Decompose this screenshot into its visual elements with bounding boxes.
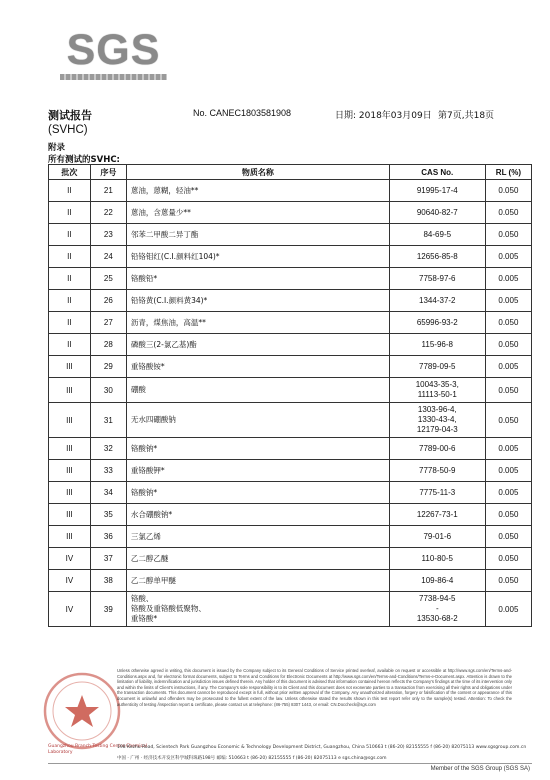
substance-name-line: 铬酸及重铬酸低聚物、 <box>130 604 206 613</box>
cell-rl: 0.050 <box>485 526 531 548</box>
cell-batch: II <box>49 334 91 356</box>
cell-batch: IV <box>49 548 91 570</box>
substance-name-line: 乙二醇乙醚 <box>130 553 169 563</box>
cas-number-line: 12179-04-3 <box>416 425 458 434</box>
table-row <box>49 290 532 312</box>
table-row <box>49 482 532 504</box>
cell-rl: 0.050 <box>485 224 531 246</box>
table-row <box>49 548 532 570</box>
substance-name-line: 铬酸、 <box>130 594 154 603</box>
cell-rl: 0.050 <box>485 504 531 526</box>
cell-substance-name <box>126 224 389 246</box>
cell-rl: 0.050 <box>485 312 531 334</box>
cell-cas <box>389 268 485 290</box>
cell-rl: 0.005 <box>485 246 531 268</box>
cas-number-line: 12267-73-1 <box>416 509 458 519</box>
cell-cas <box>389 202 485 224</box>
cell-cas <box>389 526 485 548</box>
table-row <box>49 246 532 268</box>
cell-batch: III <box>49 438 91 460</box>
cell-rl: 0.050 <box>485 570 531 592</box>
substance-name-line: 铬酸铅* <box>130 273 158 283</box>
cas-number-line: 84-69-5 <box>423 229 452 239</box>
cas-number-line: 110-80-5 <box>421 553 453 563</box>
cas-number-line: 115-96-8 <box>421 339 453 349</box>
cell-batch: II <box>49 312 91 334</box>
cas-number-line: 7738-94-5 <box>419 594 456 603</box>
cell-cas <box>389 570 485 592</box>
table-row <box>49 592 532 627</box>
cell-rl: 0.005 <box>485 482 531 504</box>
cell-cas <box>389 312 485 334</box>
disclaimer-text: Unless otherwise agreed in writing, this document is issued by the Company subject to its General Conditions of Service printed overleaf, available on request or accessible at http://www.sgs.com/en/Terms-and-Conditions.aspx and, for electronic format documents, subject to Terms and Conditions for Electronic Documents at http://www.sgs.com/en/Terms-and-Conditions/Terms-e-Document.aspx. Attention is drawn to the limitation of liability, indemnification and jurisdiction issues defined therein. Any holder of this document is advised that information contained hereon reflects the Company's findings at the time of its intervention only and within the limits of Client's instructions, if any. The Company's sole responsibility is to its Client and this document does not exonerate parties to a transaction from exercising all their rights and obligations under the transaction documents. This document cannot be reproduced except in full, without prior written approval of the Company. Any unauthorized alteration, forgery or falsification of the content or appearance of this document is unlawful and offenders may be prosecuted to the fullest extent of the law. Unless otherwise stated the results shown in this test report refer only to the sample(s) tested. <box>117 668 512 701</box>
cell-rl: 0.050 <box>485 180 531 202</box>
cell-cas <box>389 460 485 482</box>
header-substance-name: 物质名称 <box>126 165 389 180</box>
legal-disclaimer <box>117 668 512 707</box>
cell-seq: 35 <box>90 504 126 526</box>
cas-number-line: 109-86-4 <box>421 575 454 585</box>
cell-substance-name <box>126 246 389 268</box>
cell-cas <box>389 290 485 312</box>
cell-cas <box>389 224 485 246</box>
report-title: 测试报告 <box>48 109 92 122</box>
cas-number-line: 10043-35-3, <box>415 380 459 389</box>
table-row <box>49 570 532 592</box>
cell-rl: 0.005 <box>485 356 531 378</box>
substance-name-line: 铅铬钼红(C.I.颜料红104)* <box>130 251 220 261</box>
table-row <box>49 526 532 548</box>
cas-number-line: 7789-00-6 <box>419 443 456 453</box>
table-row <box>49 438 532 460</box>
substance-name-line: 重铬酸钾* <box>130 465 165 475</box>
cell-seq: 36 <box>90 526 126 548</box>
cell-substance-name <box>126 526 389 548</box>
cell-seq: 29 <box>90 356 126 378</box>
table-row <box>49 202 532 224</box>
substance-name-line: 磷酸三(2-氯乙基)酯 <box>130 339 197 349</box>
cell-seq: 23 <box>90 224 126 246</box>
cell-cas <box>389 438 485 460</box>
cell-rl: 0.050 <box>485 403 531 438</box>
cas-number-line: 12656-85-8 <box>416 251 458 261</box>
cell-rl: 0.005 <box>485 268 531 290</box>
substance-name-line: 三氯乙烯 <box>130 531 161 541</box>
cell-batch: II <box>49 246 91 268</box>
cell-batch: III <box>49 482 91 504</box>
cas-number-line: 7775-11-3 <box>419 487 456 497</box>
cell-seq: 22 <box>90 202 126 224</box>
cell-substance-name <box>126 356 389 378</box>
table-row <box>49 378 532 403</box>
cas-number-line: 65996-93-2 <box>416 317 458 327</box>
cell-seq: 26 <box>90 290 126 312</box>
cell-rl: 0.005 <box>485 290 531 312</box>
cell-substance-name <box>126 202 389 224</box>
table-header-row <box>49 165 532 180</box>
substance-name-line: 邻苯二甲酸二异丁酯 <box>130 229 199 239</box>
sgs-logo-text: SGS <box>66 26 161 74</box>
cell-substance-name <box>126 504 389 526</box>
cell-seq: 31 <box>90 403 126 438</box>
cell-batch: III <box>49 460 91 482</box>
cell-batch: II <box>49 268 91 290</box>
substance-name-line: 乙二醇单甲醚 <box>130 575 176 585</box>
cell-seq: 21 <box>90 180 126 202</box>
company-seal <box>42 671 122 751</box>
cell-substance-name <box>126 312 389 334</box>
cell-substance-name <box>126 403 389 438</box>
cell-batch: III <box>49 378 91 403</box>
cell-rl: 0.050 <box>485 202 531 224</box>
cell-substance-name <box>126 460 389 482</box>
cell-substance-name <box>126 548 389 570</box>
seal-star-icon <box>65 695 99 727</box>
address-english: 198 Kezhu Road, Scientech Park Guangzhou Economic & Technology Development District, Guangzhou, China 510663 t (86-20) 82155555 f (86-20) 82075113 www.sgsgroup.com.cn <box>117 745 527 750</box>
substance-name-line: 硼酸 <box>130 385 146 394</box>
report-date: 日期: 2018年03月09日 <box>335 111 432 121</box>
header-cas: CAS No. <box>389 165 485 180</box>
cell-batch: IV <box>49 592 91 627</box>
substance-name-line: 水合硼酸钠* <box>130 509 173 519</box>
seal-graphic <box>42 671 122 751</box>
cell-seq: 32 <box>90 438 126 460</box>
cell-rl: 0.005 <box>485 438 531 460</box>
cell-substance-name <box>126 334 389 356</box>
cell-rl: 0.050 <box>485 378 531 403</box>
address-chinese: 中国 · 广州 · 经济技术开发区科学城科珠路198号 邮编: 510663 t (86-20) 82155555 f (86-20) 82075113 e sgs.china@sgs.com <box>117 756 387 761</box>
cas-number-line: 1344-37-2 <box>419 295 456 305</box>
footer-divider <box>48 763 532 764</box>
cas-number-line: 7758-97-6 <box>419 273 456 283</box>
report-number: No. CANEC1803581908 <box>193 108 292 118</box>
header-seq: 序号 <box>90 165 126 180</box>
cell-seq: 25 <box>90 268 126 290</box>
cas-number-line: 13530-68-2 <box>416 614 458 623</box>
cell-batch: II <box>49 202 91 224</box>
cell-batch: III <box>49 526 91 548</box>
table-row <box>49 180 532 202</box>
table-body <box>49 180 532 627</box>
cell-seq: 38 <box>90 570 126 592</box>
cell-seq: 39 <box>90 592 126 627</box>
cell-cas <box>389 334 485 356</box>
cas-number-line: 11113-50-1 <box>417 390 457 399</box>
cell-substance-name <box>126 268 389 290</box>
cell-batch: II <box>49 290 91 312</box>
cas-number-line: 1330-43-4, <box>417 415 457 424</box>
cell-batch: III <box>49 504 91 526</box>
table-row <box>49 504 532 526</box>
substance-name-line: 无水四硼酸钠 <box>130 415 176 424</box>
appendix-label: 附录 <box>48 143 66 153</box>
cell-cas <box>389 356 485 378</box>
cell-cas <box>389 504 485 526</box>
cell-substance-name <box>126 378 389 403</box>
cell-cas <box>389 246 485 268</box>
cas-number-line: - <box>435 604 439 613</box>
cell-substance-name <box>126 438 389 460</box>
substance-name-line: 铅铬黄(C.I.颜料黄34)* <box>130 295 208 305</box>
table-row <box>49 460 532 482</box>
tested-svhc-label: 所有测试的SVHC: <box>48 155 120 165</box>
substance-name-line: 铬酸钠* <box>130 443 158 453</box>
substance-name-line: 铬酸钠* <box>130 487 158 497</box>
cell-cas <box>389 378 485 403</box>
cell-rl: 0.005 <box>485 460 531 482</box>
authenticity-notice: Attention: To check the authenticity of testing /inspection report & certificate, please contact us at telephone: (86-755) 8307 1443, or email: CN.Doccheck@sgs.com <box>117 695 513 707</box>
substance-name-line: 重铬酸铵* <box>130 361 165 371</box>
cell-batch: II <box>49 180 91 202</box>
cell-substance-name <box>126 482 389 504</box>
table-row <box>49 334 532 356</box>
cell-substance-name <box>126 570 389 592</box>
header-rl: RL (%) <box>485 165 531 180</box>
cell-substance-name <box>126 592 389 627</box>
cell-batch: II <box>49 224 91 246</box>
member-of-sgs: Member of the SGS Group (SGS SA) <box>430 766 530 772</box>
cell-cas <box>389 482 485 504</box>
table-row <box>49 268 532 290</box>
cas-number-line: 91995-17-4 <box>416 185 458 195</box>
substance-name-line: 沥青，煤焦油，高温** <box>130 317 206 327</box>
cas-number-line: 79-01-6 <box>423 531 452 541</box>
table-row <box>49 356 532 378</box>
table-row <box>49 403 532 438</box>
sgs-logo-bar <box>60 74 167 80</box>
substance-name-line: 重铬酸* <box>130 614 158 623</box>
cell-substance-name <box>126 180 389 202</box>
substance-name-line: 蒽油，含蒽量少** <box>130 207 191 217</box>
table-row <box>49 224 532 246</box>
substance-name-line: 蒽油，蒽糊，轻油** <box>130 185 199 195</box>
cell-seq: 28 <box>90 334 126 356</box>
cell-cas <box>389 403 485 438</box>
table-row <box>49 312 532 334</box>
cas-number-line: 1303-96-4, <box>417 405 457 414</box>
page-number: 第7页,共18页 <box>438 111 495 121</box>
cas-number-line: 90640-82-7 <box>416 207 458 217</box>
cell-batch: IV <box>49 570 91 592</box>
cell-batch: III <box>49 403 91 438</box>
cell-seq: 34 <box>90 482 126 504</box>
cell-cas <box>389 592 485 627</box>
cell-rl: 0.050 <box>485 548 531 570</box>
cell-rl: 0.050 <box>485 334 531 356</box>
cas-number-line: 7778-50-9 <box>419 465 456 475</box>
cell-substance-name <box>126 290 389 312</box>
cell-seq: 27 <box>90 312 126 334</box>
cas-number-line: 7789-09-5 <box>419 361 456 371</box>
cell-seq: 24 <box>90 246 126 268</box>
cell-seq: 37 <box>90 548 126 570</box>
seal-lab-name: Guangzhou Branch Testing Centre Chemical Laboratory <box>48 744 147 755</box>
header-batch: 批次 <box>49 165 91 180</box>
cell-cas <box>389 548 485 570</box>
svhc-table <box>48 164 532 627</box>
cell-cas <box>389 180 485 202</box>
report-subtitle: (SVHC) <box>48 124 88 136</box>
cell-rl: 0.005 <box>485 592 531 627</box>
cell-seq: 33 <box>90 460 126 482</box>
cell-batch: III <box>49 356 91 378</box>
cell-seq: 30 <box>90 378 126 403</box>
sgs-logo <box>60 28 167 80</box>
